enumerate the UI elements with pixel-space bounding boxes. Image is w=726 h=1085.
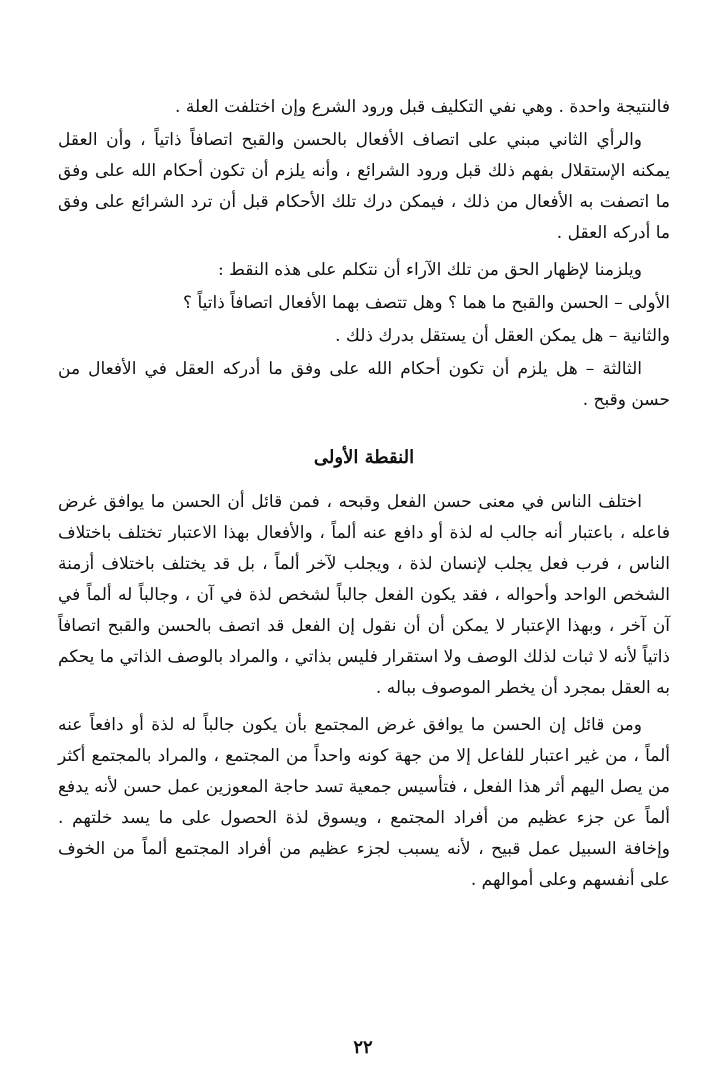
point-first: الأولى – الحسن والقبح ما هما ؟ وهل تتصف بهما الأفعال اتصافاً ذاتياً ؟ bbox=[183, 293, 670, 313]
point-second: والثانية – هل يمكن العقل أن يستقل بدرك ذلك . bbox=[335, 326, 670, 346]
point-third: الثالثة – هل يلزم أن تكون أحكام الله على وفق ما أدركه العقل في الأفعال من حسن وقبح . bbox=[58, 359, 670, 410]
paragraph-conclusion: فالنتيجة واحدة . وهي نفي التكليف قبل ورود الشرع وإن اختلفت العلة . bbox=[175, 97, 670, 117]
paragraph-first-opinion-good-bad: اختلف الناس في معنى حسن الفعل وقبحه ، فمن قائل أن الحسن ما يوافق غرض فاعله ، باعتبار أنه جالب له لذة أو دافع عنه ألماً ، والأفعال بهذا الاعتبار تختلف باختلاف الناس ، فرب فعل يجلب لإنسان لذة ، ويجلب لآخر ألماً ، بل قد يختلف باختلاف أزمنة الشخص الواحد وأحواله ، فقد يكون الفعل جالباً لشخص لذة في آن ، وجالباً له ألماً في آن آخر ، وبهذا الإعتبار لا يمكن أن أن نقول إن الفعل قد اتصف بالحسن والقبح اتصافاً ذاتياً لأنه لا ثبات لذلك الوصف ولا استقرار فليس بذاتي ، والمراد بالوصف الذاتي ما يحكم به العقل بمجرد أن يخطر الموصوف بباله . bbox=[58, 492, 670, 698]
paragraph-society-opinion: ومن قائل إن الحسن ما يوافق غرض المجتمع بأن يكون جالباً له لذة أو دافعاً عنه ألماً ، من غير اعتبار للفاعل إلا من جهة كونه واحداً من المجتمع ، والمراد بالمجتمع أكثر من يصل اليهم أثر هذا الفعل ، فتأسيس جمعية تسد حاجة المعوزين عمل حسن لأنه يدفع ألماً عن جزء عظيم من أفراد المجتمع ، ويسوق لذة الحصول على ما يسد خلتهم . وإخافة السبيل عمل قبيح ، لأنه يسبب لجزء عظيم من أفراد المجتمع ألماً من الخوف على أنفسهم وعلى أموالهم . bbox=[58, 715, 670, 890]
page-body bbox=[58, 92, 670, 902]
section-title: النقطة الأولى bbox=[313, 447, 415, 468]
page-number: ٢٢ bbox=[353, 1037, 373, 1058]
paragraph-points-intro: ويلزمنا لإظهار الحق من تلك الآراء أن نتكلم على هذه النقط : bbox=[217, 260, 642, 280]
paragraph-second-opinion: والرأي الثاني مبني على اتصاف الأفعال بالحسن والقبح اتصافاً ذاتياً ، وأن العقل يمكنه الإستقلال بفهم ذلك قبل ورود الشرائع ، وأنه يلزم أن تكون أحكام الله على وفق ما اتصفت به الأفعال من ذلك ، فيمكن درك تلك الأحكام قبل أن ترد الشرائع على وفق ما أدركه العقل . bbox=[58, 130, 670, 243]
